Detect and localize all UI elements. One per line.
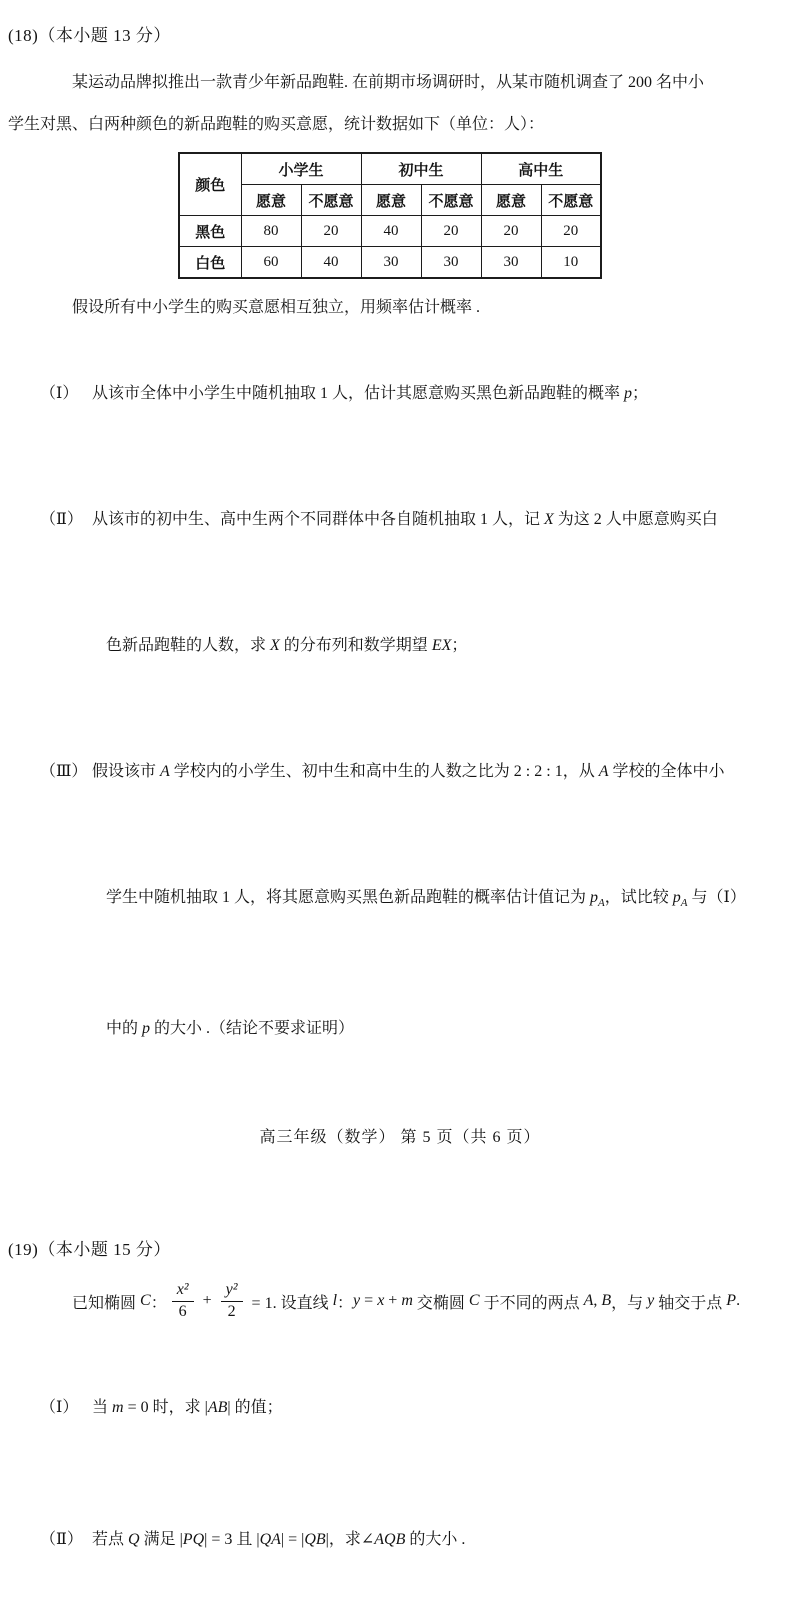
- text-segment: +: [198, 1292, 216, 1310]
- text-segment: ：: [337, 1294, 354, 1312]
- table-subheader: 不愿意: [541, 185, 601, 216]
- item-label: （Ⅱ）: [40, 511, 83, 528]
- table-cell: 30: [421, 247, 481, 279]
- table-cell: 40: [361, 216, 421, 247]
- math-var: m: [401, 1292, 413, 1310]
- question-19-items: [8, 1342, 792, 1606]
- q18-item-2-cont: [8, 583, 792, 709]
- math-var: y: [353, 1292, 361, 1310]
- table-cell: 20: [481, 216, 541, 247]
- text-segment: 当: [92, 1399, 113, 1417]
- assumption-note: 假设所有中小学生的购买意愿相互独立，用频率估计概率 .: [72, 299, 481, 316]
- text-segment: 于不同的两点: [479, 1294, 584, 1312]
- table-header-row-groups: [179, 153, 601, 185]
- question-18-intro: [8, 62, 792, 146]
- item-label: （Ⅱ）: [40, 1531, 83, 1549]
- item-text: [92, 1399, 283, 1416]
- table-cell: 10: [541, 247, 601, 279]
- text-segment: = 1. 设直线: [247, 1294, 333, 1312]
- fraction-numerator: y²: [221, 1281, 243, 1301]
- math-var: p: [672, 889, 681, 906]
- fraction-denominator: 6: [178, 1302, 187, 1320]
- table-cell: 80: [241, 216, 301, 247]
- table-cell: 20: [301, 216, 361, 247]
- math-var: QB: [304, 1531, 326, 1549]
- math-var: y: [647, 1292, 655, 1310]
- intro-line: 学生对黑、白两种颜色的新品跑鞋的购买意愿，统计数据如下（单位：人）：: [8, 116, 545, 133]
- text-segment: 满足 |: [139, 1531, 183, 1549]
- math-var: EX: [431, 637, 452, 654]
- item-text: [92, 385, 648, 402]
- item-label: （Ⅰ）: [40, 385, 79, 402]
- fraction: [172, 1281, 194, 1321]
- text-segment: 的大小 .: [405, 1531, 466, 1549]
- text-segment: 已知椭圆: [72, 1294, 141, 1312]
- item-text: [92, 1531, 465, 1548]
- table-header-row-sub: [179, 185, 601, 216]
- text-segment: ，与: [611, 1294, 648, 1312]
- math-var: P: [726, 1292, 737, 1310]
- text-segment: | = |: [280, 1531, 305, 1549]
- text-segment: 学校的全体中小: [608, 763, 725, 780]
- math-var: PQ: [182, 1531, 205, 1549]
- survey-data-table: [178, 152, 602, 279]
- table-subheader: 愿意: [361, 185, 421, 216]
- item-text: [106, 637, 467, 654]
- text-segment: 若点: [92, 1531, 129, 1549]
- question-18: [8, 24, 792, 1092]
- table-cell: 30: [361, 247, 421, 279]
- item-label: （Ⅲ）: [40, 763, 88, 780]
- text-segment: 从该市全体中小学生中随机抽取 1 人，估计其愿意购买黑色新品跑鞋的概率: [92, 385, 625, 402]
- table-cell: 60: [241, 247, 301, 279]
- table-subheader: 愿意: [481, 185, 541, 216]
- question-19-header: (19)（本小题 15 分）: [8, 1240, 171, 1260]
- table-row-black: [179, 216, 601, 247]
- math-var: X: [270, 637, 280, 654]
- table-cell: 40: [301, 247, 361, 279]
- q18-item-3-cont2: [8, 966, 792, 1092]
- text-segment: = 0 时，求 |: [123, 1399, 208, 1417]
- math-var: A: [680, 897, 688, 910]
- table-subheader: 不愿意: [301, 185, 361, 216]
- text-segment: ；: [451, 637, 468, 654]
- fraction-denominator: 2: [227, 1302, 236, 1320]
- table-corner-cell: 颜色: [179, 153, 241, 216]
- question-18-header: (18)（本小题 13 分）: [8, 26, 171, 45]
- question-19: [8, 1238, 792, 1606]
- math-var: A: [160, 763, 170, 780]
- q19-item-1: [8, 1342, 792, 1474]
- item-text: [92, 511, 718, 528]
- text-segment: ：: [150, 1294, 167, 1312]
- table-cell: 30: [481, 247, 541, 279]
- q18-item-3-cont: [8, 835, 792, 966]
- item-text: [106, 1020, 354, 1037]
- math-var: QA: [259, 1531, 281, 1549]
- text-segment: ,: [593, 1292, 602, 1310]
- item-text: [92, 763, 725, 780]
- ellipse-equation-line: [8, 1266, 792, 1336]
- math-var: AQB: [374, 1531, 406, 1549]
- math-var: C: [468, 1292, 480, 1310]
- item-text: [106, 889, 746, 910]
- table-cell: 20: [421, 216, 481, 247]
- table-subheader: 不愿意: [421, 185, 481, 216]
- text-segment: 学校内的小学生、初中生和高中生的人数之比为 2 : 2 : 1，从: [169, 763, 599, 780]
- text-segment: ，试比较: [604, 889, 673, 906]
- text-segment: 学生中随机抽取 1 人，将其愿意购买黑色新品跑鞋的概率估计值记为: [106, 889, 591, 906]
- text-segment: +: [384, 1292, 402, 1310]
- text-segment: 假设该市: [92, 763, 161, 780]
- text-segment: =: [360, 1292, 378, 1310]
- q18-item-3: [8, 709, 792, 835]
- text-segment: 色新品跑鞋的人数，求: [106, 637, 271, 654]
- math-var: X: [544, 511, 554, 528]
- fraction-numerator: x²: [172, 1281, 194, 1301]
- math-var: B: [601, 1292, 612, 1310]
- math-var: AB: [207, 1399, 228, 1417]
- q18-item-2: [8, 457, 792, 583]
- question-18-items: [8, 331, 792, 1092]
- table-group-senior: 高中生: [481, 153, 601, 185]
- q19-item-2: [8, 1474, 792, 1606]
- text-segment: 与（Ⅰ）: [687, 889, 746, 906]
- math-var: A: [583, 1292, 594, 1310]
- math-var: p: [142, 1020, 151, 1038]
- math-var: C: [140, 1292, 151, 1310]
- math-var: p: [590, 889, 599, 906]
- table-row-white: [179, 247, 601, 279]
- page-footer: 高三年级（数学） 第 5 页（共 6 页）: [259, 1129, 541, 1146]
- text-segment: 的大小 .（结论不要求证明）: [150, 1020, 355, 1038]
- math-var: l: [332, 1292, 338, 1310]
- text-segment: |，求∠: [325, 1531, 375, 1549]
- item-label: （Ⅰ）: [40, 1399, 79, 1417]
- table-subheader: 愿意: [241, 185, 301, 216]
- math-var: m: [112, 1399, 124, 1417]
- math-var: A: [598, 897, 605, 910]
- math-var: x: [377, 1292, 385, 1310]
- row-label: 黑色: [179, 216, 241, 247]
- table-group-primary: 小学生: [241, 153, 361, 185]
- row-label: 白色: [179, 247, 241, 279]
- fraction: [221, 1281, 243, 1321]
- q18-item-1: [8, 331, 792, 457]
- table-cell: 20: [541, 216, 601, 247]
- text-segment: .: [736, 1292, 741, 1310]
- text-segment: | = 3 且 |: [204, 1531, 260, 1549]
- math-var: p: [624, 385, 633, 402]
- text-segment: 轴交于点: [654, 1294, 727, 1312]
- math-var: Q: [128, 1531, 140, 1549]
- text-segment: 为这 2 人中愿意购买白: [553, 511, 718, 528]
- text-segment: 的分布列和数学期望: [279, 637, 432, 654]
- text-segment: 中的: [106, 1020, 143, 1038]
- text-segment: | 的值；: [227, 1399, 283, 1417]
- math-var: A: [598, 763, 609, 780]
- intro-line: 某运动品牌拟推出一款青少年新品跑鞋. 在前期市场调研时，从某市随机调查了 200 名中小: [72, 74, 705, 91]
- text-segment: 交椭圆: [412, 1294, 469, 1312]
- text-segment: ；: [632, 385, 649, 402]
- text-segment: 从该市的初中生、高中生两个不同群体中各自随机抽取 1 人，记: [92, 511, 545, 528]
- table-group-junior: 初中生: [361, 153, 481, 185]
